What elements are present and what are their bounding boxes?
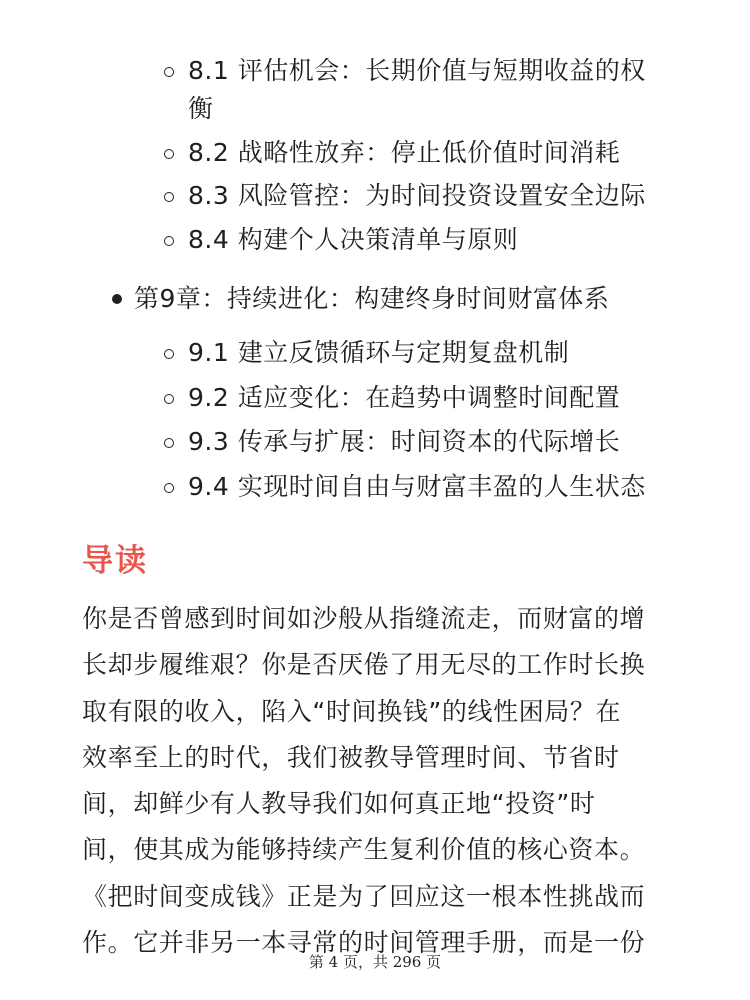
section-heading-intro: 导读 <box>82 543 148 579</box>
toc-item-text: 9.4 实现时间自由与财富丰盈的人生状态 <box>188 472 646 501</box>
toc-item-text: 8.1 评估机会：长期价值与短期收益的权 <box>188 56 646 85</box>
toc-chapter-9[interactable] <box>134 280 609 318</box>
toc-item-8-4[interactable] <box>188 221 688 259</box>
toc-chapter-text: 第9章：持续进化：构建终身时间财富体系 <box>134 284 610 313</box>
hollow-bullet-icon <box>164 394 174 404</box>
hollow-bullet-icon <box>164 483 174 493</box>
paragraph-line: 间，却鲜少有人教导我们如何真正地“投资”时 <box>82 789 596 819</box>
toc-item-text: 9.1 建立反馈循环与定期复盘机制 <box>188 338 570 367</box>
paragraph-line: 你是否曾感到时间如沙般从指缝流走，而财富的增 <box>82 604 646 633</box>
toc-item-8-2[interactable] <box>188 134 688 172</box>
hollow-bullet-icon <box>164 67 174 77</box>
paragraph-line: 《把时间变成钱》正是为了回应这一根本性挑战而 <box>82 881 646 911</box>
toc-item-9-4[interactable] <box>188 468 688 506</box>
page-number: 第 4 页，共 296 页 <box>308 953 442 971</box>
toc-item-9-3[interactable] <box>188 423 688 461</box>
paragraph-line: 效率至上的时代，我们被教导管理时间、节省时 <box>82 742 620 772</box>
hollow-bullet-icon <box>164 236 174 246</box>
toc-item-8-1[interactable] <box>188 52 688 128</box>
toc-item-text: 9.3 传承与扩展：时间资本的代际增长 <box>188 427 621 456</box>
hollow-bullet-icon <box>164 349 174 359</box>
hollow-bullet-icon <box>164 149 174 159</box>
paragraph-line: 取有限的收入，陷入“时间换钱”的线性困局？在 <box>82 696 622 726</box>
toc-item-text: 8.3 风险管控：为时间投资设置安全边际 <box>188 181 646 210</box>
toc-item-text: 8.4 构建个人决策清单与原则 <box>188 225 519 254</box>
toc-item-9-1[interactable] <box>188 334 688 372</box>
intro-paragraph <box>82 596 672 966</box>
toc-item-text-continued: 衡 <box>188 94 214 123</box>
paragraph-line: 作。它并非另一本寻常的时间管理手册，而是一份 <box>82 928 646 958</box>
hollow-bullet-icon <box>164 192 174 202</box>
toc-item-text: 9.2 适应变化：在趋势中调整时间配置 <box>188 383 621 412</box>
filled-bullet-icon <box>112 294 122 304</box>
toc-item-8-3[interactable] <box>188 177 688 215</box>
toc-item-9-2[interactable] <box>188 379 688 417</box>
toc-item-text: 8.2 战略性放弃：停止低价值时间消耗 <box>188 138 621 167</box>
paragraph-line: 间，使其成为能够持续产生复利价值的核心资本。 <box>82 835 646 865</box>
paragraph-line: 长却步履维艰？你是否厌倦了用无尽的工作时长换 <box>82 650 646 680</box>
hollow-bullet-icon <box>164 438 174 448</box>
